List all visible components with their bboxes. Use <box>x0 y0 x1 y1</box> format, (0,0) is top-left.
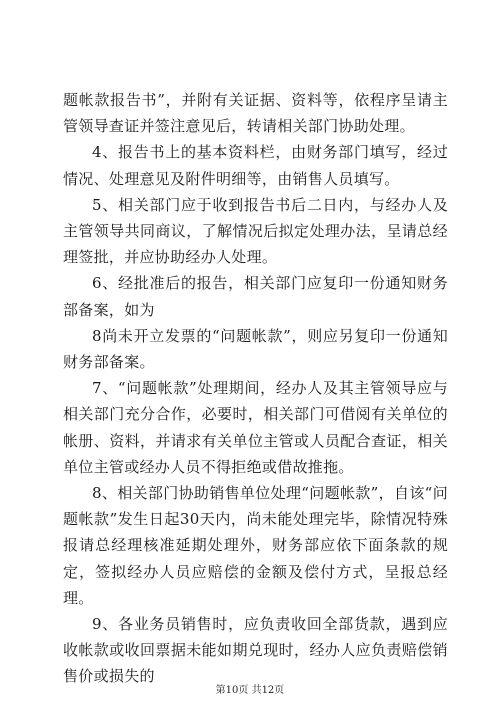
paragraph-7: 8、相关部门协助销售单位处理“问题帐款”，自该“问题帐款”发生日起30天内，尚未能处理完毕，除情况特殊报请总经理核准延期处理外，财务部应依下面条款的规定，签拟经办人员应赔偿的金额及偿付方式，呈报总经理。 <box>63 484 448 607</box>
paragraph-2: 4、报告书上的基本资料栏，由财务部门填写，经过情况、处理意见及附件明细等，由销售人员填写。 <box>63 143 448 188</box>
paragraph-8: 9、各业务员销售时，应负责收回全部货款，遇到应收帐款或收回票据未能如期兑现时，经办人应负责赔偿销售价或损失的 <box>63 615 448 686</box>
paragraph-1: 题帐款报告书”，并附有关证据、资料等，依程序呈请主管领导查证并签注意见后，转请相关部门协助处理。 <box>63 91 448 136</box>
document-body <box>63 87 448 690</box>
paragraph-3: 5、相关部门应于收到报告书后二日内，与经办人及主管领导共同商议，了解情况后拟定处理办法，呈请总经理签批，并应协助经办人处理。 <box>63 195 448 267</box>
page-footer: 第10页 共12页 <box>215 685 285 696</box>
paragraph-6: 7、“问题帐款”处理期间，经办人及其主管领导应与相关部门充分合作，必要时，相关部门可借阅有关单位的帐册、资料，并请求有关单位主管或人员配合查证，相关单位主管或经办人员不得拒绝或借故推拖。 <box>63 379 448 476</box>
paragraph-4: 6、经批准后的报告，相关部门应复印一份通知财务部备案，如为 <box>63 274 448 319</box>
paragraph-5: 8尚未开立发票的“问题帐款”，则应另复印一份通知财务部备案。 <box>63 326 448 372</box>
